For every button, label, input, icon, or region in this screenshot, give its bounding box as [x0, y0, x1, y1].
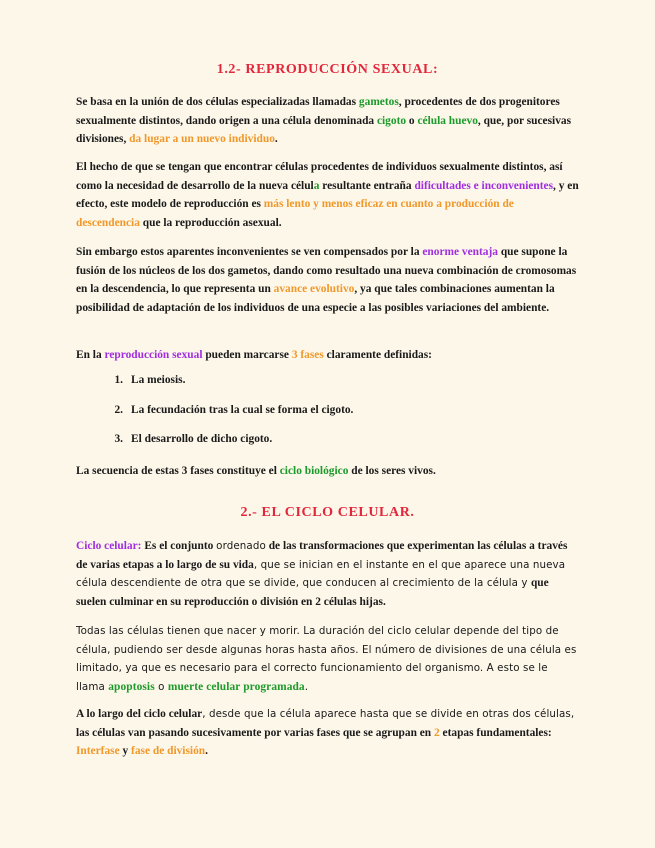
- list-item: 3. El desarrollo de dicho cigoto.: [114, 433, 273, 445]
- paragraph-etapas: A lo largo del ciclo celular, desde que la célula aparece hasta que se divide en otras dos células, las células van pasando sucesivamente por varias fases que se agrupan en 2 etapas fundamentales: Interfase y fase de división.: [76, 708, 575, 758]
- term-celula-huevo: célula huevo: [417, 114, 478, 127]
- term-interfase: Interfase: [76, 745, 120, 758]
- term-mas-lento: más lento y menos eficaz en cuanto a producción de descendencia: [76, 198, 514, 229]
- list-item: 2. La fecundación tras la cual se forma el cigoto.: [114, 404, 354, 416]
- list-item: 1. La meiosis.: [114, 374, 186, 386]
- paragraph-definition: Se basa en la unión de dos células especializadas llamadas gametos, procedentes de dos progenitores sexualmente distintos, dando origen a una célula denominada cigoto o célula huevo, que, por sucesivas divisiones, da lugar a un nuevo individuo.: [76, 96, 572, 146]
- term-ciclo-celular: Ciclo celular:: [76, 540, 142, 552]
- term-apoptosis: apoptosis: [108, 680, 155, 693]
- term-muerte-celular: muerte celular programada: [167, 680, 305, 693]
- paragraph-ventaja: Sin embargo estos aparentes inconvenientes se ven compensados por la enorme ventaja que supone la fusión de los núcleos de los dos gametos, dando como resultado una nueva combinación de cromosomas en la descendencia, lo que representa un avance evolutivo, ya que tales combinaciones aumentan la posibilidad de adaptación de los individuos de una especie a las posibles variaciones del ambiente.: [76, 246, 577, 314]
- term-cigoto: cigoto: [376, 114, 407, 127]
- paragraph-inconvenientes: El hecho de que se tengan que encontrar células procedentes de individuos sexualmente distintos, así como la necesidad de desarrollo de la nueva célula resultante entraña dificultades e inconvenientes, y en efecto, este modelo de reproducción es más lento y menos eficaz en cuanto a producción de descendencia que la reproducción asexual.: [76, 161, 579, 229]
- paragraph-fases-intro: En la reproducción sexual pueden marcarse 3 fases claramente definidas:: [76, 349, 432, 361]
- term-fase-division: fase de división: [131, 745, 206, 758]
- term-reproduccion-sexual: reproducción sexual: [104, 349, 203, 361]
- term-3-fases: 3 fases: [291, 349, 324, 361]
- section-title-ciclo-celular: 2.- EL CICLO CELULAR.: [240, 505, 415, 520]
- paragraph-ciclo-biologico: La secuencia de estas 3 fases constituye el ciclo biológico de los seres vivos.: [76, 465, 436, 477]
- term-gametos: gametos: [358, 96, 399, 108]
- term-ciclo-biologico: ciclo biológico: [279, 465, 349, 477]
- paragraph-ciclo-celular: Ciclo celular: Es el conjunto ordenado de las transformaciones que experimentan las células a través de varias etapas a lo largo de su vida, que se inician en el instante en el que aparece una nueva célula descendiente de otra que se divide, que conducen al crecimiento de la célula y que suelen culminar en su reproducción o división en 2 células hijas.: [76, 540, 568, 608]
- section-title-reproduccion: 1.2- REPRODUCCIÓN SEXUAL:: [216, 62, 439, 77]
- paragraph-apoptosis: Todas las células tienen que nacer y morir. La duración del ciclo celular depende del tipo de célula, pudiendo ser desde algunas horas hasta años. El número de divisiones de una célula es limitado, ya que es necesario para el correcto funcionamiento del organismo. A esto se le llama apoptosis o muerte celular programada.: [76, 625, 577, 693]
- term-nuevo-individuo: da lugar a un nuevo individuo: [129, 133, 275, 146]
- term-dificultades: dificultades e inconvenientes: [414, 179, 554, 192]
- term-avance-evolutivo: avance evolutivo: [273, 283, 355, 296]
- term-2: 2: [434, 726, 440, 739]
- term-enorme-ventaja: enorme ventaja: [422, 246, 498, 258]
